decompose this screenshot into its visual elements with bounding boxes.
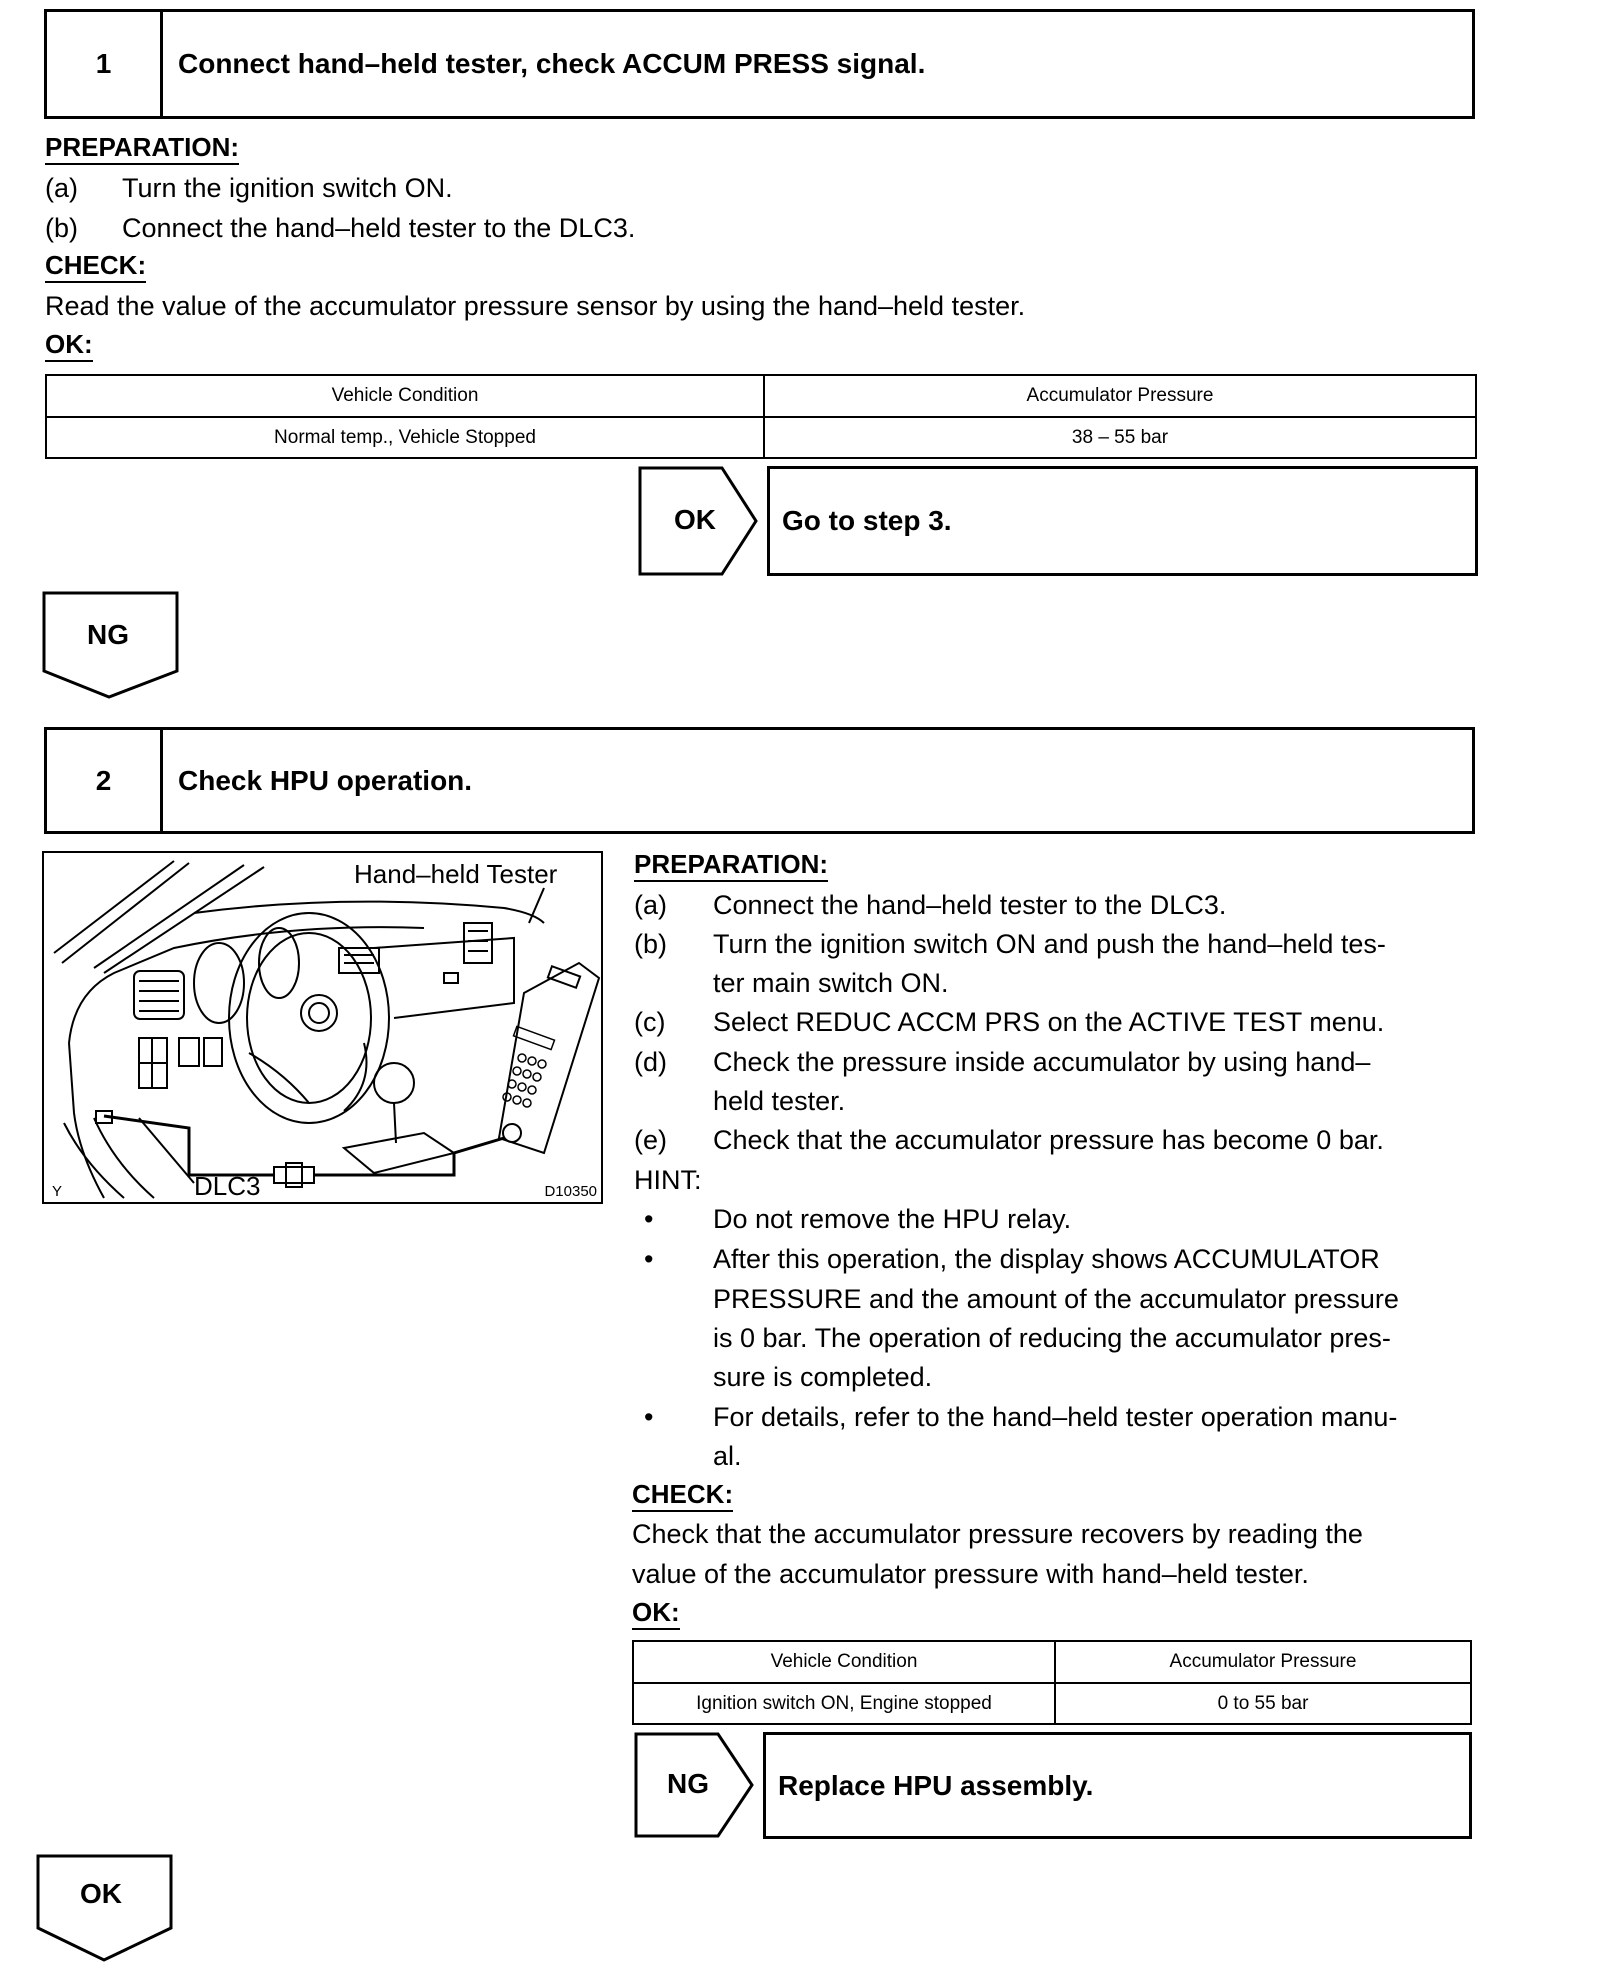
step-number: 1 — [47, 12, 163, 116]
table-header: Vehicle Condition — [633, 1641, 1055, 1683]
ng-branch-label: NG — [667, 1768, 709, 1799]
hint-item: After this operation, the display shows ACCUMULATOR — [713, 1244, 1380, 1274]
dashboard-figure — [42, 851, 603, 1204]
preparation-item-cont: ter main switch ON. — [713, 968, 949, 998]
check-heading: CHECK: — [632, 1479, 733, 1512]
dlc3-label: DLC3 — [194, 1171, 261, 1201]
check-text: Read the value of the accumulator pressure sensor by using the hand–held tester. — [45, 291, 1026, 321]
hint-item: Do not remove the HPU relay. — [713, 1204, 1072, 1234]
hint-item-cont: PRESSURE and the amount of the accumulator pressure — [713, 1284, 1399, 1314]
list-marker: (b) — [634, 929, 667, 959]
preparation-heading: PREPARATION: — [45, 132, 239, 165]
hint-item: For details, refer to the hand–held tester operation manu- — [713, 1402, 1398, 1432]
preparation-item: Check the pressure inside accumulator by using hand– — [713, 1047, 1371, 1077]
hint-item-cont: al. — [713, 1441, 742, 1471]
tester-label: Hand–held Tester — [354, 859, 558, 889]
table-cell: 38 – 55 bar — [764, 417, 1476, 458]
dashboard-illustration-icon — [44, 853, 603, 1204]
preparation-item: Turn the ignition switch ON and push the hand–held tes- — [713, 929, 1386, 959]
step-title: Connect hand–held tester, check ACCUM PRESS signal. — [178, 48, 926, 79]
preparation-item: Connect the hand–held tester to the DLC3. — [122, 213, 636, 243]
corner-mark: Y — [52, 1183, 63, 1200]
hint-item-cont: sure is completed. — [713, 1362, 933, 1392]
ok-heading: OK: — [632, 1597, 680, 1630]
table-header: Accumulator Pressure — [764, 375, 1476, 417]
table-header: Vehicle Condition — [46, 375, 764, 417]
bullet: • — [644, 1402, 654, 1432]
step-1-header — [44, 9, 1475, 119]
step-number: 2 — [47, 730, 163, 831]
table-cell: Ignition switch ON, Engine stopped — [633, 1683, 1055, 1724]
check-text-cont: value of the accumulator pressure with hand–held tester. — [632, 1559, 1309, 1589]
check-text: Check that the accumulator pressure recovers by reading the — [632, 1519, 1363, 1549]
table-header: Accumulator Pressure — [1055, 1641, 1471, 1683]
ok-branch-label: OK — [80, 1878, 122, 1909]
spec-table — [632, 1640, 1472, 1725]
table-cell: 0 to 55 bar — [1055, 1683, 1471, 1724]
preparation-heading: PREPARATION: — [634, 849, 828, 882]
bullet: • — [644, 1204, 654, 1234]
preparation-item: Check that the accumulator pressure has become 0 bar. — [713, 1125, 1384, 1155]
spec-table — [45, 374, 1477, 459]
ng-branch-action — [763, 1732, 1472, 1839]
list-marker: (a) — [45, 173, 78, 203]
step-2-header — [44, 727, 1475, 834]
list-marker: (c) — [634, 1007, 666, 1037]
hint-item-cont: is 0 bar. The operation of reducing the accumulator pres- — [713, 1323, 1391, 1353]
step-title: Check HPU operation. — [178, 764, 473, 796]
action-text: Go to step 3. — [782, 505, 952, 536]
ok-heading: OK: — [45, 329, 93, 362]
ok-branch-action — [767, 466, 1478, 576]
check-heading: CHECK: — [45, 250, 146, 283]
preparation-item: Turn the ignition switch ON. — [122, 173, 453, 203]
ng-branch-label: NG — [87, 619, 129, 650]
list-marker: (d) — [634, 1047, 667, 1077]
action-text: Replace HPU assembly. — [778, 1769, 1094, 1801]
table-row — [46, 417, 1476, 458]
table-row — [633, 1683, 1471, 1724]
preparation-item: Connect the hand–held tester to the DLC3. — [713, 890, 1227, 920]
bullet: • — [644, 1244, 654, 1274]
hint-heading: HINT: — [634, 1165, 702, 1195]
list-marker: (a) — [634, 890, 667, 920]
preparation-item: Select REDUC ACCM PRS on the ACTIVE TEST menu. — [713, 1007, 1385, 1037]
ok-branch-label: OK — [674, 504, 716, 535]
table-cell: Normal temp., Vehicle Stopped — [46, 417, 764, 458]
preparation-item-cont: held tester. — [713, 1086, 846, 1116]
list-marker: (e) — [634, 1125, 667, 1155]
figure-id: D10350 — [544, 1183, 597, 1200]
list-marker: (b) — [45, 213, 78, 243]
